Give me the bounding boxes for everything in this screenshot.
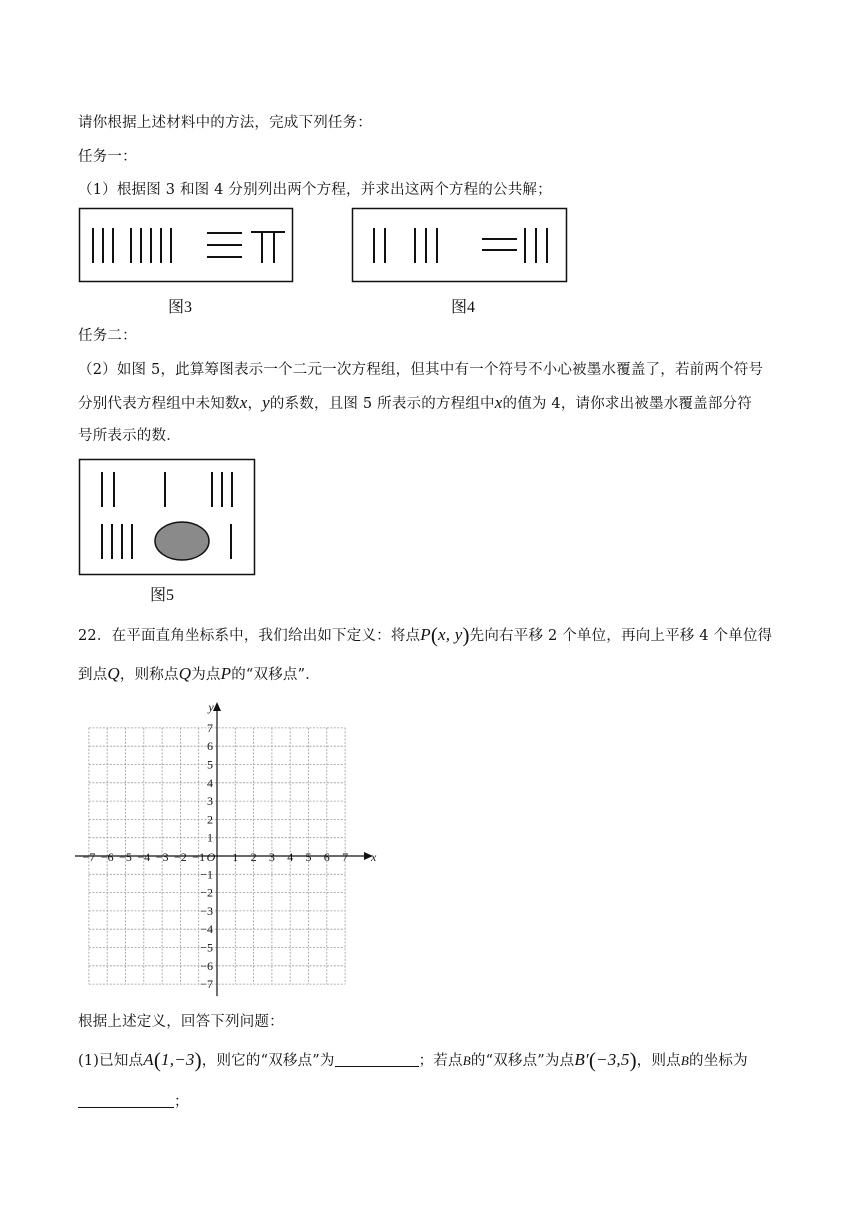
ink-blot [155,522,209,560]
y-tick-label: 2 [207,812,213,827]
task2-question-line1: （2）如图 5，此算筹图表示一个二元一次方程组，但其中有一个符号不小心被墨水覆盖了，若前两个符号 [78,362,764,378]
y-tick-label: 3 [207,794,213,809]
q22-text: ，则点 [636,1053,681,1069]
y-axis-arrow [213,702,221,711]
x-tick-label: −2 [174,850,187,864]
q22-text: ；若点 [418,1053,463,1069]
q22-text: 为点 [191,667,221,683]
x-axis-label: x [371,850,377,864]
task2-question-line2 [78,393,752,414]
var-x: x [494,393,503,412]
x-tick-label: −4 [137,850,151,864]
y-tick-label: −5 [200,940,213,955]
task2-text: ， [247,396,263,412]
q22-text: 22．在平面直角坐标系中，我们给出如下定义：将点 [78,628,421,644]
x-tick-label: 7 [342,850,349,864]
y-tick-label: 1 [207,830,213,845]
task1-title: 任务一： [78,149,137,165]
q22-line2 [78,664,320,685]
q22-text: ； [174,1094,189,1110]
x-tick-label: 5 [305,850,312,864]
x-tick-label: 1 [232,850,239,864]
figure-5-caption: 图5 [150,587,175,604]
point-a-coords: 1,−3 [161,1050,195,1069]
q22-line1: 22．在平面直角坐标系中，我们给出如下定义：将点P(x, y)先向右平移 2 个单位，再向上平移 4 个单位得 [78,623,773,647]
q22-text: 先向右平移 2 个单位，再向上平移 4 个单位得 [469,628,773,644]
q22-text: 的“双移点”为点 [470,1053,575,1069]
y-tick-label: −3 [200,903,213,918]
q22-text: 的“双移点”． [231,667,320,683]
figure-3-caption: 图3 [168,299,193,316]
y-tick-label: −2 [200,885,213,900]
x-tick-label: 2 [250,850,257,864]
y-tick-label: −6 [200,958,213,973]
figure-5-counting-rods [79,459,256,576]
task1-question: （1）根据图 3 和图 4 分别列出两个方程，并求出这两个方程的公共解； [78,182,552,198]
q22-sub1-line2 [78,1092,189,1112]
q22-text: 的坐标为 [689,1053,748,1069]
intro-text: 请你根据上述材料中的方法，完成下列任务： [78,115,372,131]
coordinate-grid [75,700,385,1000]
x-tick-label: −7 [82,850,96,864]
task2-title: 任务二： [78,328,137,344]
figure-3-counting-rods [79,208,294,283]
answer-blank-1[interactable] [335,1052,419,1067]
y-tick-label: 5 [207,757,213,772]
point-a: A [143,1050,154,1069]
q22-sub1-line: (1)已知点A(1,−3)，则它的“双移点”为 ；若点B的“双移点”为点B′(−3,5)，则点B的坐标为 [78,1048,748,1072]
point-p-coords: x, y [438,625,463,644]
task2-text: 的系数，且图 5 所表示的方程组中 [269,396,495,412]
y-tick-label: −7 [200,977,213,992]
task2-text: 分别代表方程组中未知数 [78,396,240,412]
figure-4-counting-rods [352,208,568,283]
x-tick-label: 3 [268,850,275,864]
y-tick-label: 7 [207,720,213,735]
x-tick-label: −1 [192,850,206,864]
point-q: Q [107,664,120,683]
point-q: Q [178,664,192,683]
figure-4-caption: 图4 [451,299,476,316]
answer-blank-2[interactable] [78,1093,174,1108]
x-tick-label: −5 [119,850,132,864]
q22-after-grid: 根据上述定义，回答下列问题： [78,1014,284,1030]
point-b: B [680,1053,690,1068]
y-axis-label: y [208,700,214,714]
point-p: P [420,625,431,644]
x-tick-label: 4 [287,850,294,864]
y-tick-label: −1 [200,867,213,882]
task2-text: 的值为 4，请你求出被墨水覆盖部分符 [502,396,752,412]
y-tick-label: 4 [207,775,213,790]
var-x: x [239,393,248,412]
y-tick-label: −4 [200,922,213,937]
x-tick-label: −3 [155,850,169,864]
q22-text: (1)已知点 [78,1053,144,1069]
point-b-prime-coords: −3,5 [596,1050,630,1069]
q22-text: 到点 [78,667,108,683]
point-b-prime: B′ [574,1050,589,1069]
q22-text: ，则它的“双移点”为 [201,1053,335,1069]
q22-text: ，则称点 [119,667,179,683]
x-tick-label: 6 [323,850,330,864]
origin-label: O [206,850,216,864]
y-tick-label: 6 [207,739,213,754]
point-b: B [462,1053,471,1068]
x-tick-label: −6 [100,850,114,864]
var-y: y [262,393,270,412]
point-p: P [220,664,232,683]
task2-question-line3: 号所表示的数． [78,428,181,444]
